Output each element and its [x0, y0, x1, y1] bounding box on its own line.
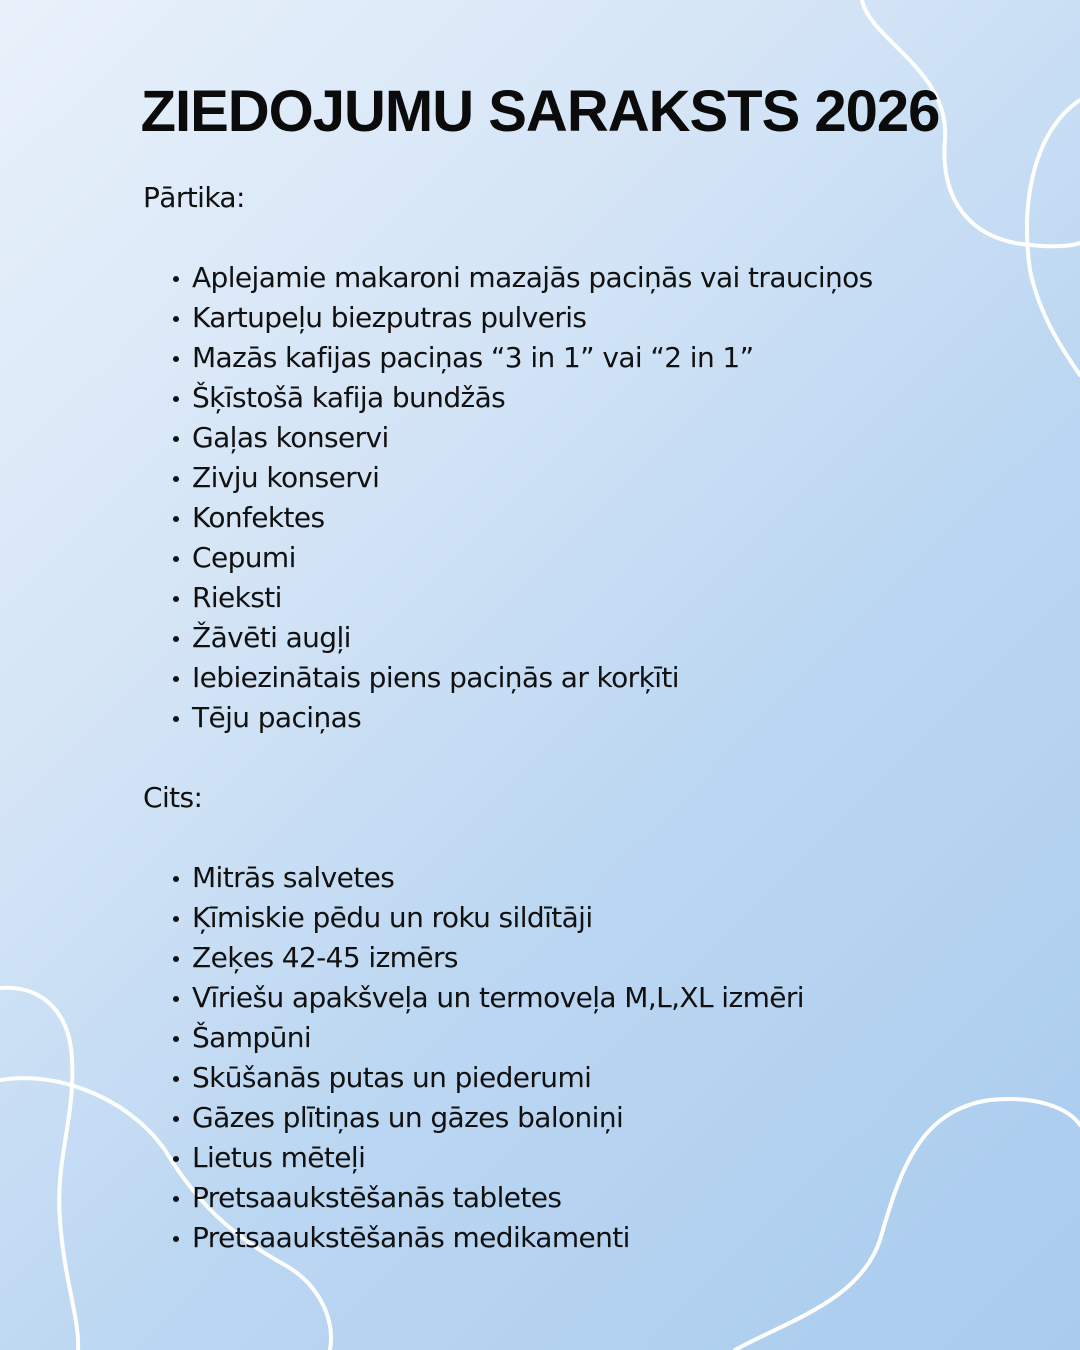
other-items-list: [143, 858, 1023, 1258]
section-spacer: [143, 738, 1023, 778]
list-item: Vīriešu apakšveļa un termoveļa M,L,XL izmēri: [143, 978, 1023, 1018]
list-item: Gaļas konservi: [143, 418, 1023, 458]
list-item: Gāzes plītiņas un gāzes baloniņi: [143, 1098, 1023, 1138]
section-other: [143, 778, 1023, 1258]
list-item: Lietus mēteļi: [143, 1138, 1023, 1178]
bottom-left-wavy-line: [0, 988, 78, 1350]
list-item: Skūšanās putas un piederumi: [143, 1058, 1023, 1098]
food-items-list: [143, 258, 1023, 738]
list-item: Zivju konservi: [143, 458, 1023, 498]
list-item: Pretsaaukstēšanās medikamenti: [143, 1218, 1023, 1258]
list-item: Kartupeļu biezputras pulveris: [143, 298, 1023, 338]
list-item: Pretsaaukstēšanās tabletes: [143, 1178, 1023, 1218]
list-item: Rieksti: [143, 578, 1023, 618]
list-item: Mazās kafijas paciņas “3 in 1” vai “2 in 1”: [143, 338, 1023, 378]
donation-list: [143, 178, 1023, 1258]
list-item: Konfektes: [143, 498, 1023, 538]
list-item: Šampūni: [143, 1018, 1023, 1058]
section-heading-food: Pārtika:: [143, 181, 245, 214]
section-heading-other: Cits:: [143, 781, 203, 814]
list-item: Mitrās salvetes: [143, 858, 1023, 898]
section-food: [143, 178, 1023, 738]
list-item: Aplejamie makaroni mazajās paciņās vai trauciņos: [143, 258, 1023, 298]
page-title: ZIEDOJUMU SARAKSTS 2026: [140, 79, 940, 144]
list-item: Žāvēti augļi: [143, 618, 1023, 658]
list-item: Ķīmiskie pēdu un roku sildītāji: [143, 898, 1023, 938]
list-item: Šķīstošā kafija bundžās: [143, 378, 1023, 418]
list-item: Iebiezinātais piens paciņās ar korķīti: [143, 658, 1023, 698]
list-item: Tēju paciņas: [143, 698, 1023, 738]
list-item: Zeķes 42-45 izmērs: [143, 938, 1023, 978]
list-item: Cepumi: [143, 538, 1023, 578]
